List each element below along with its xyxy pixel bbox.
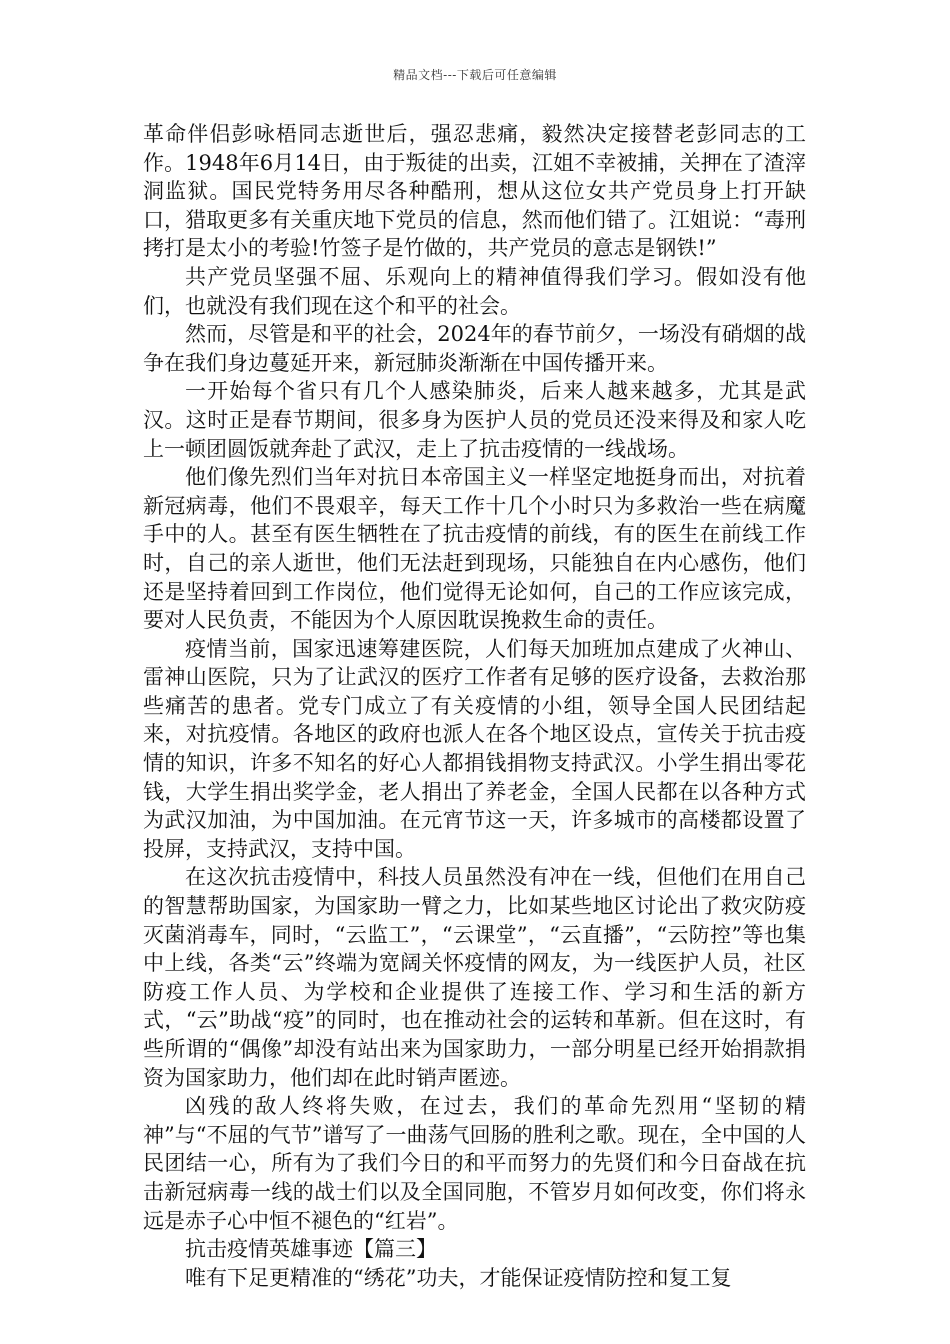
paragraph-8: 凶残的敌人终将失败，在过去，我们的革命先烈用“坚韧的精神”与“不屈的气节”谱写了一曲荡气回肠的胜利之歌。现在，全中国的人民团结一心，所有为了我们今日的和平而努力的先贤们和今日奋战在抗击新冠病毒一线的战士们以及全国同胞，不管岁月如何改变，你们将永远是赤子心中恒不褪色的“红岩”。 <box>143 1094 806 1233</box>
header-note: 精品文档---下载后可任意编辑 <box>393 68 557 82</box>
paragraph-4: 一开始每个省只有几个人感染肺炎，后来人越来越多，尤其是武汉。这时正是春节期间，很多身为医护人员的党员还没来得及和家人吃上一顿团圆饭就奔赴了武汉，走上了抗击疫情的一线战场。 <box>143 379 806 461</box>
paragraph-1: 革命伴侣彭咏梧同志逝世后，强忍悲痛，毅然决定接替老彭同志的工作。1948年6月14日，由于叛徒的出卖，江姐不幸被捕，关押在了渣滓洞监狱。国民党特务用尽各种酷刑，想从这位女共产党员身上打开缺口，猎取更多有关重庆地下党员的信息，然而他们错了。江姐说：“毒刑拷打是太小的考验!竹签子是竹做的，共产党员的意志是钢铁!” <box>143 122 806 261</box>
section-heading: 抗击疫情英雄事迹【篇三】 <box>185 1237 437 1262</box>
paragraph-6: 疫情当前，国家迅速筹建医院，人们每天加班加点建成了火神山、雷神山医院，只为了让武汉的医疗工作者有足够的医疗设备，去救治那些痛苦的患者。党专门成立了有关疫情的小组，领导全国人民团结起来，对抗疫情。各地区的政府也派人在各个地区设点，宣传关于抗击疫情的知识，许多不知名的好心人都捐钱捐物支持武汉。小学生捐出零花钱，大学生捐出奖学金，老人捐出了养老金，全国人民都在以各种方式为武汉加油，为中国加油。在元宵节这一天，许多城市的高楼都设置了投屏，支持武汉，支持中国。 <box>143 636 806 861</box>
paragraph-9: 唯有下足更精准的“绣花”功夫，才能保证疫情防控和复工复 <box>185 1265 732 1290</box>
body-text <box>143 120 806 1292</box>
paragraph-2: 共产党员坚强不屈、乐观向上的精神值得我们学习。假如没有他们，也就没有我们现在这个和平的社会。 <box>143 264 806 318</box>
paragraph-7: 在这次抗击疫情中，科技人员虽然没有冲在一线，但他们在用自己的智慧帮助国家，为国家助一臂之力，比如某些地区讨论出了救灾防疫灭菌消毒车，同时，“云监工”，“云课堂”，“云直播”，“云防控”等也集中上线，各类“云”终端为宽阔关怀疫情的网友，为一线医护人员，社区防疫工作人员、为学校和企业提供了连接工作、学习和生活的新方式，“云”助战“疫”的同时，也在推动社会的运转和革新。但在这时，有些所谓的“偶像”却没有站出来为国家助力，一部分明星已经开始捐款捐资为国家助力，他们却在此时销声匿迹。 <box>143 865 806 1090</box>
paragraph-5: 他们像先烈们当年对抗日本帝国主义一样坚定地挺身而出，对抗着新冠病毒，他们不畏艰辛，每天工作十几个小时只为多救治一些在病魔手中的人。甚至有医生牺牲在了抗击疫情的前线，有的医生在前线工作时，自己的亲人逝世，他们无法赶到现场，只能独自在内心感伤，他们还是坚持着回到工作岗位，他们觉得无论如何，自己的工作应该完成，要对人民负责，不能因为个人原因耽误挽救生命的责任。 <box>143 465 806 633</box>
paragraph-3: 然而，尽管是和平的社会，2024年的春节前夕，一场没有硝烟的战争在我们身边蔓延开来，新冠肺炎渐渐在中国传播开来。 <box>143 322 806 375</box>
